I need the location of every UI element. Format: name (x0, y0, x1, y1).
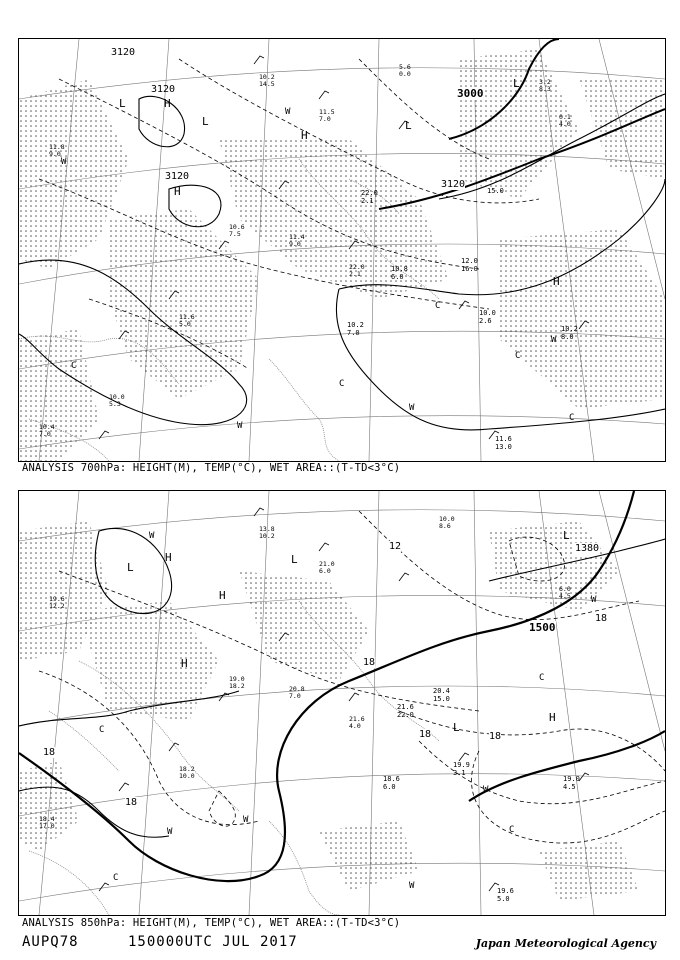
svg-text:19.0: 19.0 (229, 675, 245, 683)
system-cold: C (99, 725, 105, 735)
system-cold: C (113, 873, 119, 883)
svg-text:22.0: 22.0 (349, 263, 365, 271)
station-value: 16.0 (461, 265, 478, 273)
station-value: 10.2 (347, 321, 364, 329)
system-warm: W (167, 827, 173, 837)
svg-text:10.0: 10.0 (179, 772, 195, 780)
svg-text:20.8: 20.8 (289, 685, 305, 693)
label-3120-c: 3120 (165, 171, 190, 182)
svg-text:11.4: 11.4 (289, 233, 305, 241)
svg-text:5.0: 5.0 (179, 320, 191, 328)
svg-text:10.6: 10.6 (229, 223, 245, 231)
system-high: H (165, 551, 172, 564)
svg-text:11.6: 11.6 (179, 313, 195, 321)
system-warm: W (237, 421, 243, 431)
station-value: 8.0 (561, 333, 574, 341)
station-value: 15.0 (433, 695, 450, 703)
label-1500: 1500 (529, 621, 556, 634)
svg-text:5.6: 5.6 (399, 63, 411, 71)
caption-700hpa: ANALYSIS 700hPa: HEIGHT(M), TEMP(°C), WET AREA::(T-TD<3°C) (22, 462, 401, 474)
system-high: H (219, 589, 226, 602)
label-1380: 1380 (575, 543, 600, 554)
svg-text:11.8: 11.8 (49, 143, 65, 151)
svg-text:4.0: 4.0 (559, 120, 571, 128)
valid-time: 150000UTC JUL 2017 (128, 934, 298, 950)
svg-text:4.5: 4.5 (559, 592, 571, 600)
system-low: L (291, 553, 298, 566)
system-high: H (174, 185, 181, 198)
system-warm: W (243, 815, 249, 825)
svg-text:9.0: 9.0 (289, 240, 301, 248)
system-high: H (164, 97, 171, 110)
isotherm-label: 18 (363, 657, 376, 668)
system-cold: C (515, 351, 521, 361)
svg-text:17.0: 17.0 (39, 822, 55, 830)
svg-text:10.2: 10.2 (259, 73, 275, 81)
system-low: L (405, 119, 412, 132)
svg-text:5.3: 5.3 (109, 400, 121, 408)
station-value: 19.9 (453, 761, 470, 769)
station-value: 10.8 (391, 265, 408, 273)
system-cold: C (539, 673, 545, 683)
svg-text:6.0: 6.0 (559, 585, 571, 593)
svg-text:8.3: 8.3 (539, 85, 551, 93)
svg-text:12.2: 12.2 (49, 602, 65, 610)
station-value: 22.0 (361, 189, 378, 197)
label-3120-b: 3120 (151, 84, 176, 95)
station-value: 4.5 (563, 783, 576, 791)
station-value: 5.0 (497, 895, 510, 903)
svg-text:6.0: 6.0 (319, 567, 331, 575)
system-cold: C (509, 825, 515, 835)
station-value: 10.2 (561, 325, 578, 333)
agency-name: Japan Meteorological Agency (475, 937, 656, 950)
svg-text:19.6: 19.6 (49, 595, 65, 603)
system-high: H (301, 129, 308, 142)
isotherm-label: 18 (43, 747, 56, 758)
system-cold: C (71, 361, 77, 371)
label-3120-a: 3120 (111, 47, 136, 58)
system-warm: W (409, 881, 415, 891)
svg-text:10.2: 10.2 (259, 532, 275, 540)
svg-text:21.6: 21.6 (349, 715, 365, 723)
system-warm: W (483, 785, 489, 795)
system-low: L (127, 561, 134, 574)
system-warm: W (551, 335, 557, 345)
svg-text:0.0: 0.0 (399, 70, 411, 78)
station-value: 10.0 (479, 309, 496, 317)
svg-text:0.1: 0.1 (559, 113, 571, 121)
svg-text:10.0: 10.0 (109, 393, 125, 401)
caption-850hpa: ANALYSIS 850hPa: HEIGHT(M), TEMP(°C), WET AREA::(T-TD<3°C) (22, 917, 401, 929)
system-cold: C (435, 301, 441, 311)
station-value: 11.6 (495, 435, 512, 443)
system-low: L (563, 529, 570, 542)
map-700hpa (19, 39, 665, 461)
svg-text:7.5: 7.5 (229, 230, 241, 238)
svg-text:18.2: 18.2 (179, 765, 195, 773)
chart-panel-850hpa (18, 490, 666, 916)
system-high: H (553, 275, 560, 288)
isotherm-label: 18 (489, 731, 502, 742)
system-low: L (453, 721, 460, 734)
svg-text:4.0: 4.0 (349, 722, 361, 730)
svg-text:2.1: 2.1 (349, 270, 361, 278)
station-value: 19.0 (563, 775, 580, 783)
wet-areas (19, 521, 639, 901)
svg-text:11.5: 11.5 (319, 108, 335, 116)
system-high: H (549, 711, 556, 724)
svg-text:7.0: 7.0 (39, 430, 51, 438)
svg-text:14.5: 14.5 (259, 80, 275, 88)
isotherm-label: 18 (419, 729, 432, 740)
station-value: 20.4 (433, 687, 450, 695)
system-warm: W (285, 107, 291, 117)
system-high: H (181, 657, 188, 670)
isotherm-label: 18 (125, 797, 138, 808)
system-warm: W (149, 531, 155, 541)
station-value: 21.6 (397, 703, 414, 711)
system-cold: C (569, 413, 575, 423)
svg-text:9.0: 9.0 (49, 150, 61, 158)
system-low: L (202, 115, 209, 128)
station-value: 2.6 (479, 317, 492, 325)
svg-text:18.2: 18.2 (229, 682, 245, 690)
system-low: L (119, 97, 126, 110)
svg-text:3.2: 3.2 (539, 78, 551, 86)
isotherm-label: 18 (595, 613, 608, 624)
station-value: 13.0 (495, 443, 512, 451)
svg-text:13.8: 13.8 (259, 525, 275, 533)
station-value: 7.0 (347, 329, 360, 337)
station-value: 6.0 (383, 783, 396, 791)
svg-text:7.0: 7.0 (319, 115, 331, 123)
system-low: L (513, 77, 520, 90)
station-value: 22.0 (397, 711, 414, 719)
svg-text:10.0: 10.0 (439, 515, 455, 523)
svg-text:10.4: 10.4 (39, 423, 55, 431)
svg-text:8.6: 8.6 (439, 522, 451, 530)
station-value: 6.0 (391, 273, 404, 281)
station-value: 15.0 (487, 187, 504, 195)
isotherm-label: 12 (389, 541, 402, 552)
chart-code: AUPQ78 (22, 934, 79, 950)
station-value: 19.6 (497, 887, 514, 895)
chart-panel-700hpa (18, 38, 666, 462)
svg-text:21.0: 21.0 (319, 560, 335, 568)
map-850hpa (19, 491, 665, 915)
label-3120-d: 3120 (441, 179, 466, 190)
station-value: 2.1 (361, 197, 374, 205)
system-warm: W (409, 403, 415, 413)
station-value: 3.1 (453, 769, 466, 777)
station-value: 12.0 (461, 257, 478, 265)
system-warm: W (591, 595, 597, 605)
system-cold: C (339, 379, 345, 389)
svg-text:7.0: 7.0 (289, 692, 301, 700)
svg-text:18.4: 18.4 (39, 815, 55, 823)
label-3000: 3000 (457, 87, 484, 100)
station-value: 18.6 (383, 775, 400, 783)
system-warm: W (61, 157, 67, 167)
